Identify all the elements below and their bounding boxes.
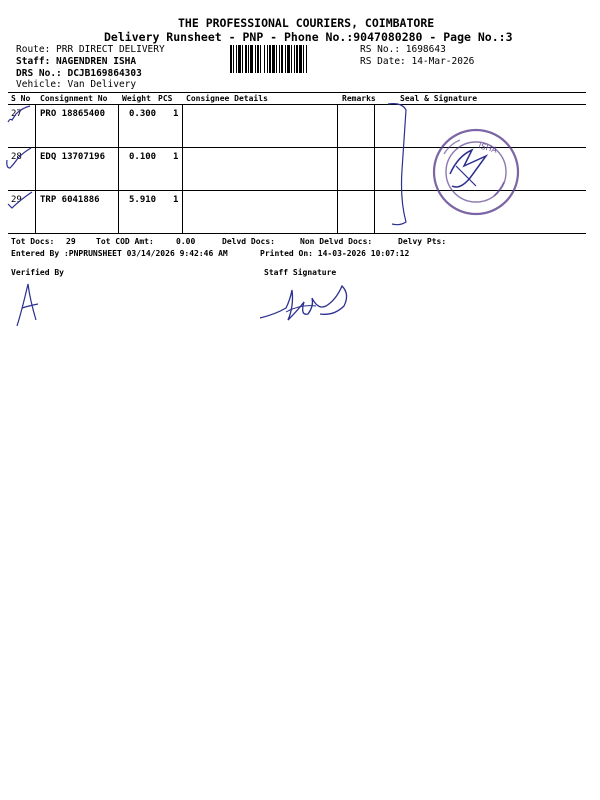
barcode [230, 45, 356, 73]
route-label: Route: PRR DIRECT DELIVERY [16, 44, 165, 55]
col-header-seal: Seal & Signature [400, 94, 478, 103]
tot-cod-value: 0.00 [176, 237, 196, 246]
delvd-docs-label: Delvd Docs: [222, 237, 275, 246]
barcode-bar [307, 45, 309, 73]
row-consignment-no: PRO 18865400 [40, 109, 106, 119]
drs-number: DRS No.: DCJB169864303 [16, 68, 142, 79]
bracket-scribble [380, 100, 420, 230]
rs-number: RS No.: 1698643 [360, 44, 446, 55]
row-s-no: 28 [11, 152, 22, 162]
tick-marks [4, 104, 34, 214]
col-header-consignment: Consignment No [40, 94, 108, 103]
tot-docs-value: 29 [66, 237, 76, 246]
non-delvd-docs-label: Non Delvd Docs: [300, 237, 373, 246]
row-weight: 0.100 [129, 152, 157, 162]
row-pcs: 1 [173, 152, 179, 162]
runsheet-subtitle: Delivery Runsheet - PNP - Phone No.:9047080280 - Page No.:3 [104, 30, 513, 44]
delvy-pts-label: Delvy Pts: [398, 237, 447, 246]
verified-by-label: Verified By [11, 268, 64, 277]
tot-docs-label: Tot Docs: [11, 237, 55, 246]
row-consignment-no: EDQ 13707196 [40, 152, 106, 162]
col-header-s-no: S No [11, 94, 31, 103]
entered-by: Entered By :PNPRUNSHEET 03/14/2026 9:42:46 AM [11, 249, 228, 258]
staff-signature-mark [256, 276, 356, 326]
staff-label: Staff: NAGENDREN ISHA [16, 56, 137, 67]
row-pcs: 1 [173, 109, 179, 119]
row-s-no: 29 [11, 195, 22, 205]
company-title: THE PROFESSIONAL COURIERS, COIMBATORE [178, 16, 435, 30]
svg-text:ISHA: ISHA [477, 141, 499, 155]
rs-date: RS Date: 14-Mar-2026 [360, 56, 475, 67]
row-pcs: 1 [173, 195, 179, 205]
tot-cod-label: Tot COD Amt: [96, 237, 154, 246]
verified-signature [14, 280, 44, 328]
row-weight: 0.300 [129, 109, 157, 119]
seal-stamp [430, 126, 522, 218]
row-weight: 5.910 [129, 195, 157, 205]
vehicle-label: Vehicle: Van Delivery [16, 79, 137, 90]
col-header-pcs: PCS [158, 94, 173, 103]
col-header-consignee: Consignee Details [186, 94, 268, 103]
row-consignment-no: TRP 6041886 [40, 195, 100, 205]
row-s-no: 27 [11, 109, 22, 119]
staff-signature-label: Staff Signature [264, 268, 337, 277]
col-header-weight: Weight [122, 94, 151, 103]
col-header-remarks: Remarks [342, 94, 376, 103]
printed-on: Printed On: 14-03-2026 10:07:12 [260, 249, 410, 258]
